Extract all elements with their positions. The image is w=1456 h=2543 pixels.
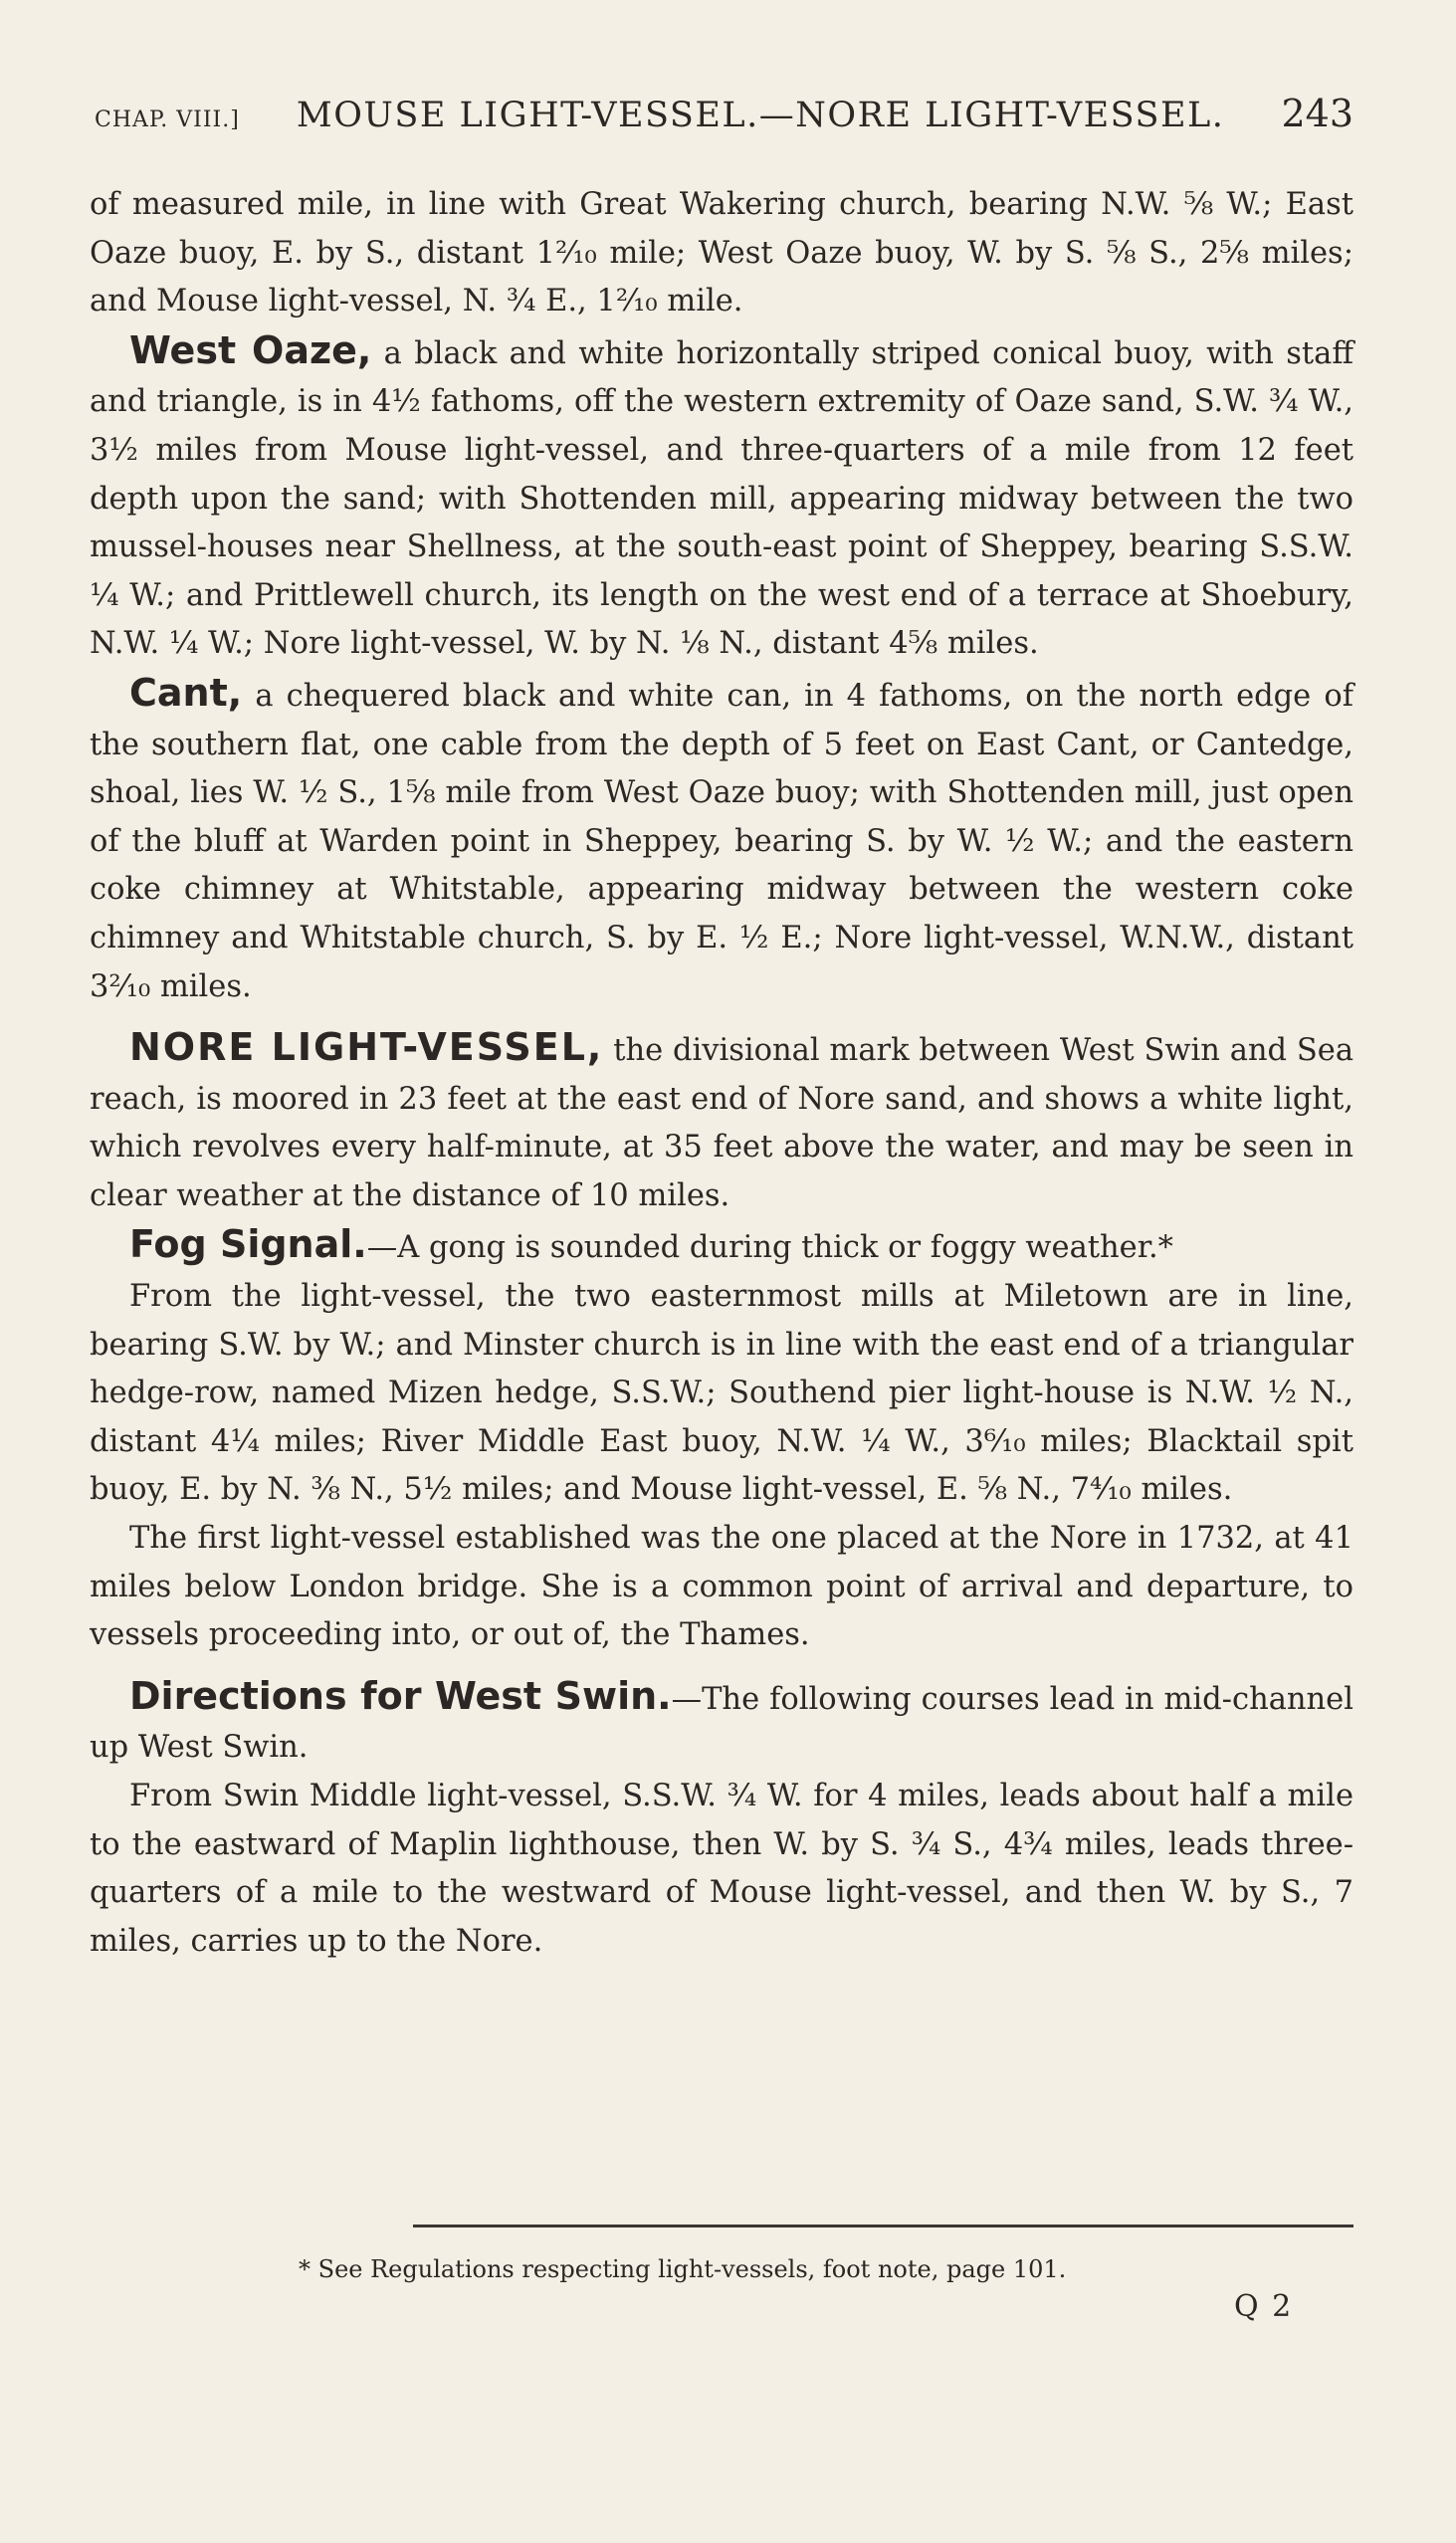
paragraph-text: —The following courses lead in mid-channel up West Swin.	[90, 1681, 1353, 1766]
section-heading-nore-light-vessel: NORE LIGHT-VESSEL,	[129, 1025, 604, 1070]
paragraph-text: —A gong is sounded during thick or foggy weather.*	[366, 1230, 1173, 1266]
paragraph-text: of measured mile, in line with Great Wakering church, bearing N.W. ⅝ W.; East Oaze buoy, E. by S., distant 1²⁄₁₀ mile; West Oaze buoy, W. by S. ⅝ S., 2⅝ miles; and Mouse light-vessel, N. ¾ E., 1²⁄₁₀ mile.	[90, 187, 1353, 319]
paragraph-text: From Swin Middle light-vessel, S.S.W. ¾ W. for 4 miles, leads about half a mile to the eastward of Maplin lighthouse, then W. by S. ¾ S., 4¾ miles, leads three-quarters of a mile to the westward of Mouse light-vessel, and then W. by S., 7 miles, carries up to the Nore.	[90, 1779, 1353, 1959]
footnote-divider	[413, 2225, 1353, 2227]
paragraph-cant	[90, 669, 1353, 1011]
section-heading-west-oaze: West Oaze,	[129, 327, 372, 372]
paragraph-courses	[90, 1773, 1353, 1966]
paragraph-directions	[90, 1672, 1353, 1773]
page-title: MOUSE LIGHT-VESSEL.—NORE LIGHT-VESSEL.	[296, 96, 1225, 135]
footnote: * See Regulations respecting light-vessels, foot note, page 101.	[299, 2255, 1067, 2283]
body-text	[90, 181, 1353, 1966]
paragraph-bearings	[90, 1273, 1353, 1515]
paragraph-fog-signal	[90, 1220, 1353, 1273]
running-header	[95, 92, 1353, 141]
paragraph-continuation	[90, 181, 1353, 326]
signature-mark: Q 2	[1234, 2289, 1294, 2324]
paragraph-text: a chequered black and white can, in 4 fathoms, on the north edge of the southern flat, one cable from the depth of 5 feet on East Cant, or Cantedge, shoal, lies W. ½ S., 1⅝ mile from West Oaze buoy; with Shottenden mill, just open of the bluff at Warden point in Sheppey, bearing S. by W. ½ W.; and the eastern coke chimney at Whitstable, appearing midway between the western coke chimney and Whitstable church, S. by E. ½ E.; Nore light-vessel, W.N.W., distant 3²⁄₁₀ miles.	[90, 678, 1353, 1004]
paragraph-text: the divisional mark between West Swin and Sea reach, is moored in 23 feet at the east end of Nore sand, and shows a white light, which revolves every half-minute, at 35 feet above the water, and may be seen in clear weather at the distance of 10 miles.	[90, 1033, 1354, 1213]
paragraph-text: a black and white horizontally striped conical buoy, with staff and triangle, is in 4½ fathoms, off the western extremity of Oaze sand, S.W. ¾ W., 3½ miles from Mouse light-vessel, and three-quarters of a mile from 12 feet depth upon the sand; with Shottenden mill, appearing midway between the two mussel-houses near Shellness, at the south-east point of Sheppey, bearing S.S.W. ¼ W.; and Prittlewell church, its length on the west end of a terrace at Shoebury, N.W. ¼ W.; Nore light-vessel, W. by N. ⅛ N., distant 4⅝ miles.	[90, 335, 1354, 662]
paragraph-text: From the light-vessel, the two easternmost mills at Miletown are in line, bearing S.W. by W.; and Minster church is in line with the east end of a triangular hedge-row, named Mizen hedge, S.S.W.; Southend pier light-house is N.W. ½ N., distant 4¼ miles; River Middle East buoy, N.W. ¼ W., 3⁶⁄₁₀ miles; Blacktail spit buoy, E. by N. ⅜ N., 5½ miles; and Mouse light-vessel, E. ⅝ N., 7⁴⁄₁₀ miles.	[90, 1279, 1353, 1508]
paragraph-nore-light-vessel	[90, 1023, 1353, 1220]
chapter-label: CHAP. VIII.]	[95, 107, 240, 132]
section-heading-cant: Cant,	[129, 670, 243, 715]
section-heading-fog-signal: Fog Signal.	[129, 1222, 367, 1267]
page-number: 243	[1281, 92, 1353, 135]
paragraph-west-oaze	[90, 326, 1353, 669]
section-heading-directions: Directions for West Swin.	[129, 1673, 672, 1718]
paragraph-text: The first light-vessel established was the one placed at the Nore in 1732, at 41 miles below London bridge. She is a common point of arrival and departure, to vessels proceeding into, or out of, the Thames.	[90, 1521, 1353, 1653]
paragraph-history	[90, 1515, 1353, 1660]
